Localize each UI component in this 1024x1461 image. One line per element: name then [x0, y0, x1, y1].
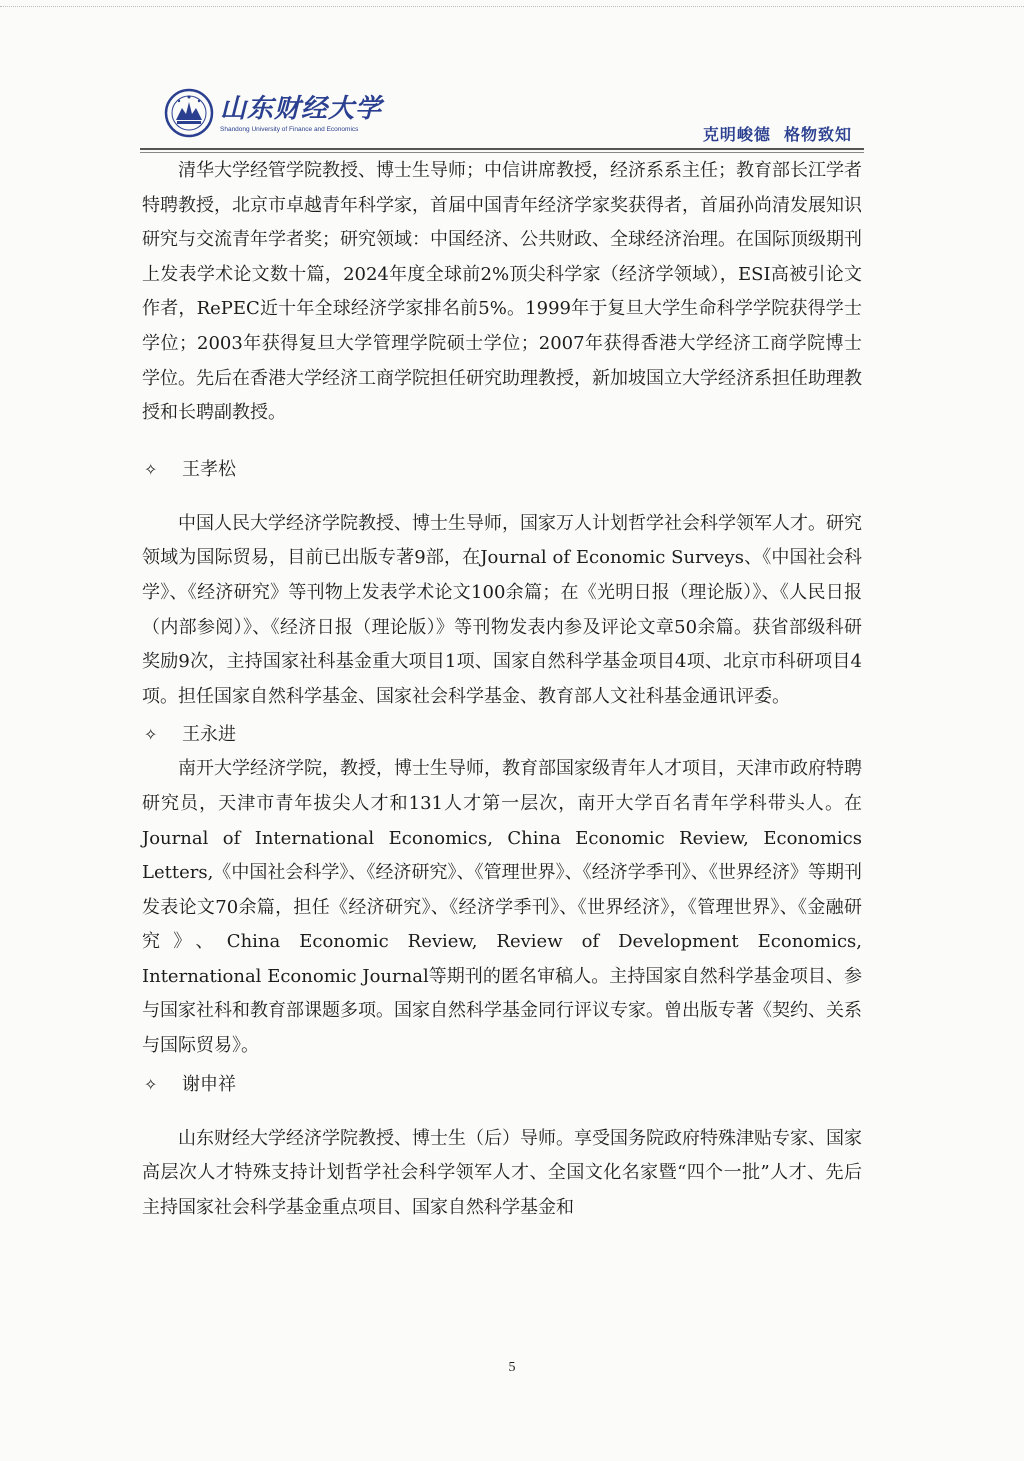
- bio-paragraph-3: 南开大学经济学院，教授，博士生导师，教育部国家级青年人才项目，天津市政府特聘研究员，天津市青年拔尖人才和131人才第一层次，南开大学百名青年学科带头人。在Journal of International Economics, China Economic Review, Economics Letters,《中国社会科学》、《经济研究》、《管理世界》、《经济学季刊》、《世界经济》等期刊发表论文70余篇，担任《经济研究》、《经济学季刊》、《世界经济》，《管理世界》、《金融研究》、China Economic Review, Review of Development Economics, International Economic Journal等期刊的匿名审稿人。主持国家自然科学基金项目、参与国家社科和教育部课题多项。国家自然科学基金同行评议专家。曾出版专著《契约、关系与国际贸易》。: [142, 758, 862, 1057]
- diamond-bullet-icon: ✧: [144, 1074, 158, 1094]
- section-heading-wang-xiaosong: [142, 453, 862, 487]
- section-heading-xie-shenxiang: [142, 1068, 862, 1102]
- section-heading-name: 谢申祥: [182, 1073, 236, 1095]
- diamond-bullet-icon: ✧: [144, 459, 158, 479]
- university-motto: 克明峻德 格物致知: [702, 125, 852, 144]
- university-logo: [164, 88, 382, 138]
- section-heading-name: 王永进: [182, 724, 236, 746]
- page-number: 5: [508, 1360, 516, 1375]
- section-heading-wang-yongjin: [142, 718, 862, 752]
- section-heading-name: 王孝松: [182, 458, 236, 480]
- university-seal-icon: [164, 88, 214, 138]
- page-header: [140, 82, 864, 150]
- logo-english-name: Shandong University of Finance and Economics: [220, 125, 359, 133]
- scan-top-edge: [0, 0, 1024, 7]
- logo-chinese-name: 山东财经大学: [220, 93, 383, 124]
- body-content: [142, 154, 862, 1225]
- bio-paragraph-1: 清华大学经管学院教授、博士生导师；中信讲席教授，经济系系主任；教育部长江学者特聘教授，北京市卓越青年科学家，首届中国青年经济学家奖获得者，首届孙尚清发展知识研究与交流青年学者奖；研究领域：中国经济、公共财政、全球经济治理。在国际顶级期刊上发表学术论文数十篇，2024年度全球前2%顶尖科学家（经济学领域），ESI高被引论文作者，RePEC近十年全球经济学家排名前5%。1999年于复旦大学生命科学学院获得学士学位；2003年获得复旦大学管理学院硕士学位；2007年获得香港大学经济工商学院博士学位。先后在香港大学经济工商学院担任研究助理教授，新加坡国立大学经济系担任助理教授和长聘副教授。: [142, 160, 862, 424]
- bio-paragraph-4: 山东财经大学经济学院教授、博士生（后）导师。享受国务院政府特殊津贴专家、国家高层次人才特殊支持计划哲学社会科学领军人才、全国文化名家暨“四个一批”人才、先后主持国家社会科学基金重点项目、国家自然科学基金和: [142, 1127, 862, 1218]
- header-rule: [140, 148, 864, 150]
- diamond-bullet-icon: ✧: [144, 725, 158, 745]
- header-rule-thin: [140, 152, 864, 153]
- bio-paragraph-2: 中国人民大学经济学院教授、博士生导师，国家万人计划哲学社会科学领军人才。研究领域为国际贸易，目前已出版专著9部，在Journal of Economic Surveys、《中国社会科学》、《经济研究》等刊物上发表学术论文100余篇；在《光明日报（理论版）》、《人民日报（内部参阅）》、《经济日报（理论版）》等刊物发表内参及评论文章50余篇。获省部级科研奖励9次，主持国家社科基金重大项目1项、国家自然科学基金项目4项、北京市科研项目4项。担任国家自然科学基金、国家社会科学基金、教育部人文社科基金通讯评委。: [142, 512, 862, 707]
